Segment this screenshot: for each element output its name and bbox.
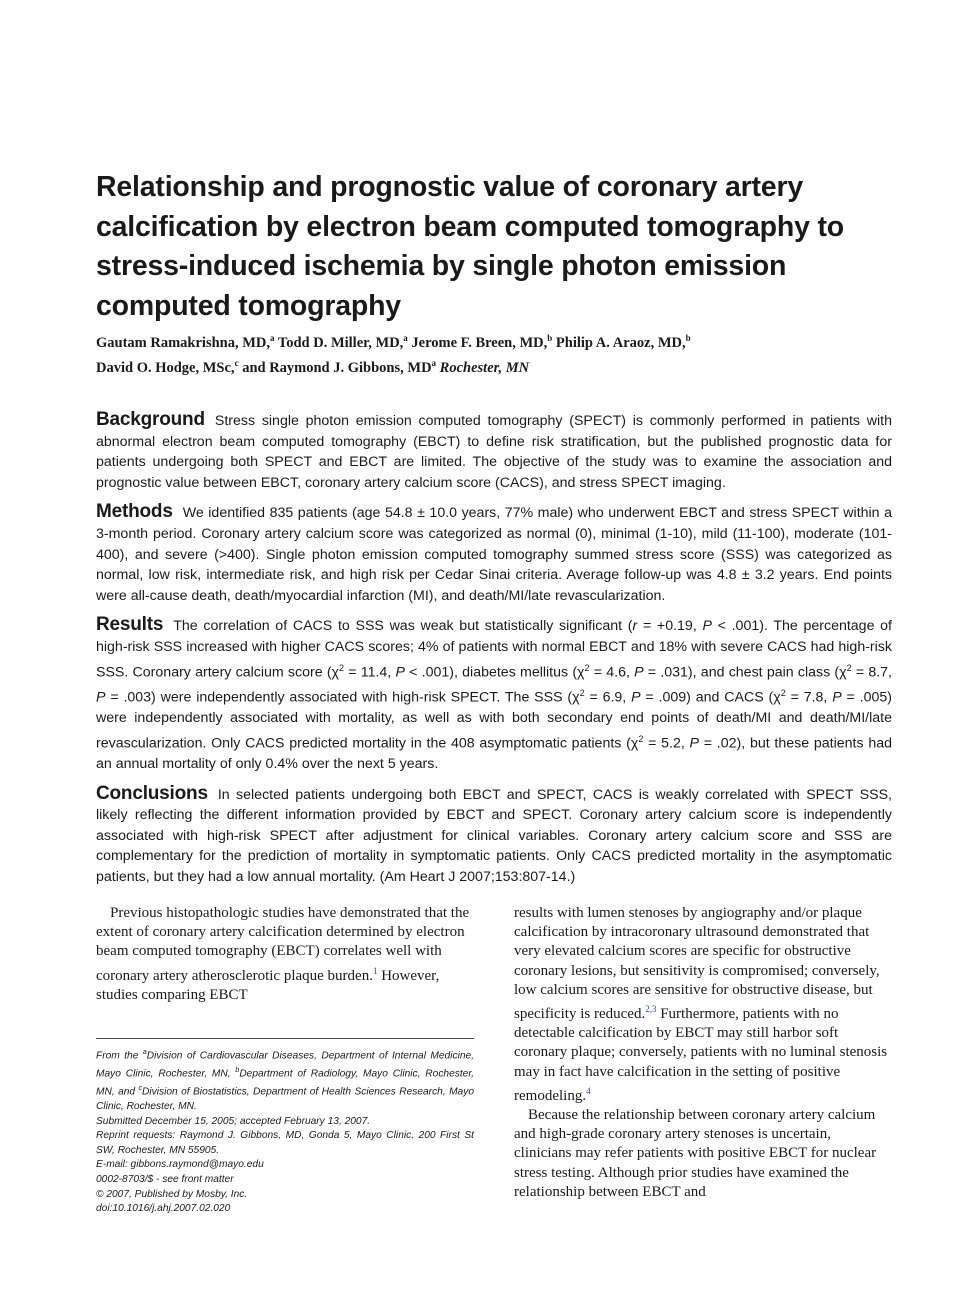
author-list bbox=[96, 328, 916, 378]
stat-symbol: P bbox=[702, 618, 712, 635]
affiliation-mark: b bbox=[235, 1066, 240, 1074]
footnote-issn: 0002-8703/$ - see front matter bbox=[96, 1173, 234, 1185]
abstract-text: The correlation of CACS to SSS was weak but statistically significant ( bbox=[173, 618, 633, 635]
body-column-right bbox=[514, 904, 892, 1202]
abstract-text: = 11.4, bbox=[344, 664, 396, 681]
body-text: results with lumen stenoses by angiography and/or plaque calcification by intracoronary ultrasound demonstrated that very elevated calcium scores are specific for obstructive coronary lesions, but sensitivity is compromised; conversely, low calcium scores are sensitive for obstructive disease, but specificity is reduced. bbox=[514, 905, 880, 1023]
abstract-text: = 8.7, bbox=[851, 664, 892, 681]
footnotes bbox=[96, 1046, 474, 1217]
superscript: 2 bbox=[780, 687, 786, 698]
abstract-heading-background: Background bbox=[96, 409, 205, 430]
stat-symbol: P bbox=[634, 664, 644, 681]
abstract-text: < .001), diabetes mellitus (χ bbox=[404, 664, 585, 681]
abstract-text: We identified 835 patients (age 54.8 ± 10.0 years, 77% male) who underwent EBCT and stress SPECT within a 3-month period. Coronary artery calcium score was categorized as normal (0), minimal (1-10), mild (11-100), moderate (101-400), and severe (>400). Single photon emission computed tomography summed stress score (SSS) was categorized as normal, low risk, intermediate risk, and high risk per Cedar Sinai criteria. Average follow-up was 4.8 ± 3.2 years. End points were all-cause death, death/myocardial infarction (MI), and death/MI/late revascularization. bbox=[96, 505, 892, 604]
footnote-text: Division of Biostatistics, Department of Health Sciences Research, Mayo Clinic, Rochester, MN. bbox=[96, 1086, 474, 1112]
superscript: 2 bbox=[584, 662, 590, 673]
affiliation-mark: b bbox=[685, 333, 691, 343]
superscript: 2 bbox=[846, 662, 852, 673]
citation-link[interactable]: 4 bbox=[586, 1085, 591, 1096]
author-name: Jerome F. Breen, MD, bbox=[407, 334, 548, 351]
body-paragraph bbox=[514, 904, 892, 1106]
abstract bbox=[96, 410, 892, 897]
abstract-heading-conclusions: Conclusions bbox=[96, 782, 208, 804]
footnote-email[interactable]: E-mail: gibbons.raymond@mayo.edu bbox=[96, 1159, 264, 1171]
body-text: Furthermore, patients with no detectable calcification by EBCT may still harbor soft coronary plaque; conversely, patients with no luminal stenosis may in fact have calcification in the setting of positive remodeling. bbox=[514, 1006, 888, 1104]
abstract-text: = 6.9, bbox=[584, 689, 632, 706]
abstract-text: = 7.8, bbox=[785, 689, 833, 706]
affiliation-mark: c bbox=[138, 1084, 143, 1092]
abstract-text: < .001). The percentage of high-risk SSS increased with higher CACS scores; 4% of patients with normal EBCT and 18% with severe CACS had high-risk SSS. Coronary artery calcium score (χ bbox=[96, 618, 892, 681]
stat-symbol: P bbox=[631, 689, 641, 706]
affiliation-mark: c bbox=[234, 357, 239, 368]
footnote-text: Department of Radiology, Mayo Clinic, Rochester, MN, and bbox=[96, 1068, 474, 1098]
affiliation-mark: a bbox=[270, 333, 275, 343]
stat-symbol: P bbox=[395, 664, 405, 681]
affiliation-mark: a bbox=[431, 357, 437, 368]
affiliation-mark: a bbox=[403, 333, 408, 343]
footnote-affiliations bbox=[96, 1046, 474, 1115]
footnote-text: From the bbox=[96, 1050, 143, 1062]
abstract-conclusions bbox=[96, 784, 892, 888]
abstract-text: = 4.6, bbox=[589, 664, 635, 681]
body-column-left bbox=[96, 904, 474, 1005]
abstract-text: = +0.19, bbox=[637, 618, 703, 635]
superscript: 2 bbox=[339, 662, 345, 673]
body-text: Previous histopathologic studies have demonstrated that the extent of coronary artery calcification determined by electron beam computed tomography (EBCT) correlates well with coronary artery atherosclerotic plaque burden. bbox=[96, 905, 470, 984]
author-name: Todd D. Miller, MD, bbox=[274, 334, 404, 351]
stat-symbol: r bbox=[632, 618, 638, 635]
abstract-text: = .02), but these patients had an annual mortality of only 0.4% over the next 5 years. bbox=[96, 735, 893, 773]
abstract-text: = .009) and CACS (χ bbox=[640, 689, 781, 706]
footnote-divider bbox=[96, 1038, 474, 1039]
abstract-heading-methods: Methods bbox=[96, 501, 173, 523]
footnote-doi[interactable]: doi:10.1016/j.ahj.2007.02.020 bbox=[96, 1203, 231, 1215]
abstract-text: = .005) were independently associated with mortality, as well as with both secondary end points of death/MI and death/MI/late revascularization. Only CACS predicted mortality in the 408 asymptomatic patients (χ bbox=[96, 689, 893, 752]
stat-symbol: P bbox=[96, 689, 106, 706]
author-name: Philip A. Araoz, MD, bbox=[552, 334, 686, 351]
abstract-text: = .031), and chest pain class (χ bbox=[643, 664, 847, 681]
footnote-submitted: Submitted December 15, 2005; accepted February 13, 2007. bbox=[96, 1115, 371, 1127]
article-title: Relationship and prognostic value of coronary artery calcification by electron beam computed tomography to stress-induced ischemia by single photon emission computed tomography bbox=[96, 171, 844, 322]
abstract-text: = .003) were independently associated with high-risk SPECT. The SSS (χ bbox=[105, 689, 580, 706]
author-location: Rochester, MN bbox=[436, 359, 530, 376]
author-name: David O. Hodge, MSc, bbox=[96, 359, 235, 376]
abstract-heading-results: Results bbox=[96, 614, 164, 636]
stat-symbol: P bbox=[832, 689, 842, 706]
author-name: Gautam Ramakrishna, MD, bbox=[96, 334, 271, 351]
superscript: 2 bbox=[638, 733, 644, 744]
footnote-text: Division of Cardiovascular Diseases, Department of Internal Medicine, Mayo Clinic, Rochester, MN, bbox=[96, 1050, 475, 1080]
abstract-text: = 5.2, bbox=[643, 735, 690, 752]
affiliation-mark: b bbox=[547, 333, 553, 343]
citation-link[interactable]: 2,3 bbox=[645, 1004, 657, 1015]
citation-link[interactable]: 1 bbox=[372, 965, 378, 976]
abstract-text: Stress single photon emission computed tomography (SPECT) is commonly performed in patients with abnormal electron beam computed tomography (EBCT) to define risk stratification, but the published prognostic data for patients undergoing both SPECT and EBCT are limited. The objective of the study was to examine the association and prognostic value between EBCT, coronary artery calcium score (CACS), and stress SPECT imaging. bbox=[96, 413, 892, 491]
abstract-results bbox=[96, 615, 892, 774]
body-paragraph bbox=[96, 904, 474, 1005]
footnote-reprint: Reprint requests: Raymond J. Gibbons, MD, Gonda 5, Mayo Clinic, 200 First St SW, Rochester, MN 55905. bbox=[96, 1130, 474, 1156]
affiliation-mark: a bbox=[142, 1049, 147, 1056]
superscript: 2 bbox=[579, 687, 585, 698]
footnote-copyright: © 2007, Published by Mosby, Inc. bbox=[96, 1188, 248, 1200]
abstract-background bbox=[96, 410, 892, 493]
abstract-text: In selected patients undergoing both EBCT and SPECT, CACS is weakly correlated with SPECT SSS, likely reflecting the different information provided by EBCT and SPECT. Coronary artery calcium score is independently associated with high-risk SPECT after adjustment for clinical variables. Coronary artery calcium score and SSS are complementary for the prediction of mortality in symptomatic patients. Only CACS predicted mortality in the asymptomatic patients, but they had a low annual mortality. (Am Heart J 2007;153:807-14.) bbox=[96, 786, 892, 886]
body-text: However, studies comparing EBCT bbox=[96, 967, 440, 1003]
body-paragraph: Because the relationship between coronary artery calcium and high-grade coronary artery stenoses is uncertain, clinicians may refer patients with positive EBCT for nuclear stress testing. Although prior studies have examined the relationship between EBCT and bbox=[514, 1107, 877, 1200]
abstract-methods bbox=[96, 502, 892, 606]
stat-symbol: P bbox=[689, 735, 700, 752]
author-name: and Raymond J. Gibbons, MD bbox=[238, 359, 432, 376]
